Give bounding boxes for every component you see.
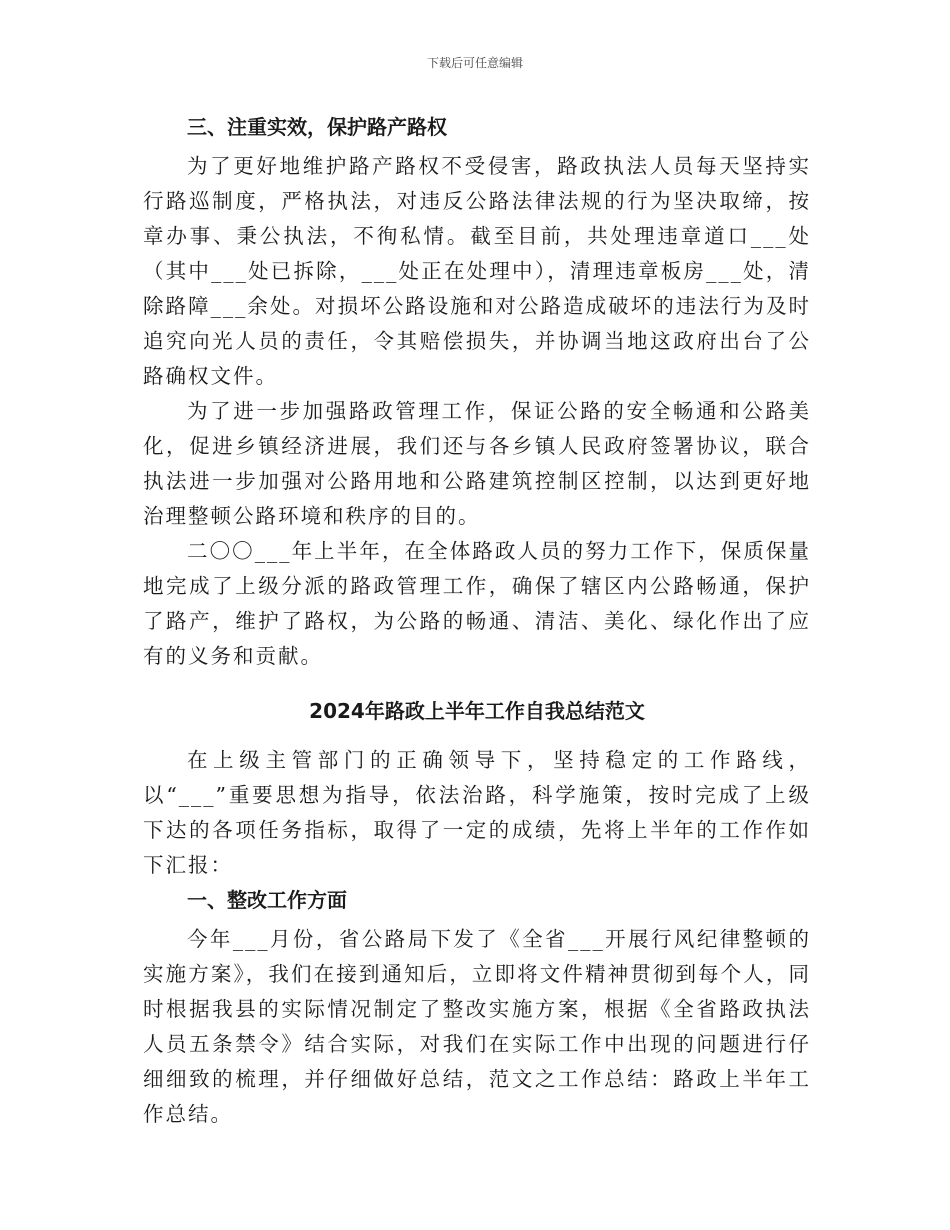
article-title: 2024年路政上半年工作自我总结范文 <box>309 699 645 723</box>
section-heading-1: 一、整改工作方面 <box>187 888 347 912</box>
header-note: 下载后可任意编辑 <box>426 56 523 70</box>
paragraph: 今年___月份，省公路局下发了《全省___开展行风纪律整顿的实施方案》，我们在接到通知后，立即将文件精神贯彻到每个人，同时根据我县的实际情况制定了整改实施方案，根据《全省路政执法人员五条禁令》结合实际，对我们在实际工作中出现的问题进行仔细细致的梳理，并仔细做好总结，范文之工作总结：路政上半年工作总结。 <box>143 927 811 1126</box>
intro-paragraph: 在上级主管部门的正确领导下，坚持稳定的工作路线，以“___”重要思想为指导，依法治路，科学施策，按时完成了上级下达的各项任务指标，取得了一定的成绩，先将上半年的工作作如下汇报： <box>143 748 811 877</box>
document-body <box>143 112 811 1132</box>
paragraph: 二〇〇___年上半年，在全体路政人员的努力工作下，保质保量地完成了上级分派的路政管理工作，确保了辖区内公路畅通，保护了路产，维护了路权，为公路的畅通、清洁、美化、绿化作出了应有的义务和贡献。 <box>143 539 811 668</box>
section-heading-3: 三、注重实效，保护路产路权 <box>187 115 447 139</box>
paragraph: 为了进一步加强路政管理工作，保证公路的安全畅通和公路美化，促进乡镇经济进展，我们还与各乡镇人民政府签署协议，联合执法进一步加强对公路用地和公路建筑控制区控制，以达到更好地治理整顿公路环境和秩序的目的。 <box>143 399 811 528</box>
paragraph: 为了更好地维护路产路权不受侵害，路政执法人员每天坚持实行路巡制度，严格执法，对违反公路法律法规的行为坚决取缔，按章办事、秉公执法，不徇私情。截至目前，共处理违章道口___处（其中___处已拆除，___处正在处理中），清理违章板房___处，清除路障___余处。对损坏公路设施和对公路造成破坏的违法行为及时追究向光人员的责任，令其赔偿损失，并协调当地这政府出台了公路确权文件。 <box>143 154 811 388</box>
